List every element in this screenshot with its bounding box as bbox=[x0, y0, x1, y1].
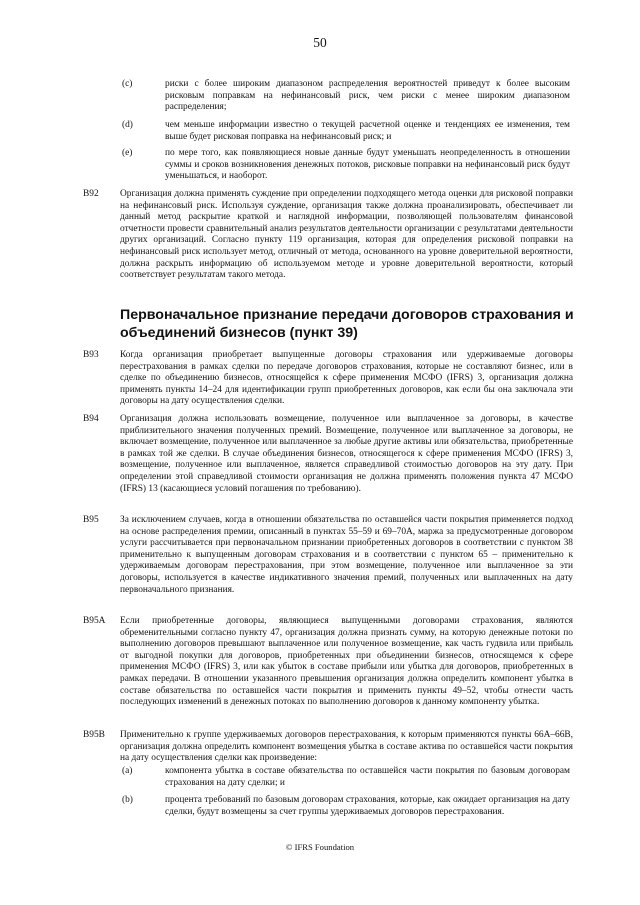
list-text: по мере того, как появляющиеся новые данные будут уменьшать неопределенность в отношении суммы и сроков возникновения денежных потоков, рисковые поправки на нефинансовый риск будут уменьшаться, и наоборот. bbox=[165, 148, 570, 182]
paragraph-text: Когда организация приобретает выпущенные договоры страхования или удерживаемые договоры перестрахования в рамках сделки по передаче договоров страхования, которые не составляют бизнес, или в сделке по объединению бизнесов, относящейся к сфере применения МСФО (IFRS) 3, организация должна применять пункты 14–24 для идентификации групп приобретенных договоров, как если бы она заключала эти договоры на дату осуществления сделки. bbox=[120, 350, 573, 407]
page-footer: © IFRS Foundation bbox=[285, 842, 355, 852]
paragraph-text: Если приобретенные договоры, являющиеся выпущенными договорами страхования, являются обременительными согласно пункту 47, организация должна признать сумму, на которую денежные потоки по выполнению договоров превышают выплаченное или полученное возмещение, как часть гудвила или прибыль от выгодной покупки для договоров, приобретенных при объединении бизнесов, относящемся к сфере применения МСФО (IFRS) 3, или как убыток в составе прибыли или убытка для договоров, приобретенных в рамках передачи. В отношении указанного превышения организация должна определить компонент убытка в составе обязательства по оставшейся части покрытия и применить пункты 49–52, чтобы отнести часть последующих изменений в денежных потоках по выполнению договоров к данному компоненту убытка. bbox=[120, 616, 573, 708]
paragraph-number: B95B bbox=[83, 730, 105, 740]
paragraph-text: Организация должна применять суждение при определении подходящего метода оценки для рисковой поправки на нефинансовый риск. Используя суждение, организация также должна проанализировать, обеспечивает ли данный метод раскрытие краткой и наглядной информации, позволяющей пользователям финансовой отчетности провести сравнительный анализ результатов деятельности организации с результатами деятельности других организаций. Согласно пункту 119 организация, которая для определения рисковой поправки на нефинансовый риск использует метод, отличный от метода, основанного на уровне доверительной вероятности, должна раскрыть информацию об используемом методе и уровне доверительной вероятности, который соответствует результатам такого метода. bbox=[120, 189, 573, 281]
paragraph-text: Применительно к группе удерживаемых договоров перестрахования, к которым применяются пункты 66A–66B, организация должна определить компонент возмещения убытка в составе актива по оставшейся части покрытия на дату осуществления сделки как произведение: bbox=[120, 730, 573, 764]
paragraph-number: B95 bbox=[83, 515, 99, 525]
list-label: (c) bbox=[122, 79, 133, 89]
list-text: чем меньше информации известно о текущей расчетной оценке и тенденциях ее изменения, тем выше будет рисковая поправка на нефинансовый риск; и bbox=[165, 120, 570, 142]
page-number: 50 bbox=[313, 35, 327, 50]
list-label: (a) bbox=[122, 766, 133, 776]
list-label: (b) bbox=[122, 795, 133, 805]
paragraph-text: За исключением случаев, когда в отношении обязательства по оставшейся части покрытия применяется подход на основе распределения премии, описанный в пунктах 55–59 и 69–70A, маржа за предусмотренные договором услуги рассчитывается при первоначальном признании приобретенных договоров в соответствии с пунктом 38 применительно к выпущенным договорам страхования и в соответствии с пунктом 65 – применительно к удерживаемым договорам перестрахования, при этом возмещение, полученное или выплаченное за эти договоры, используется в качестве индикативного значения премий, полученных или выплаченных на дату первоначального признания. bbox=[120, 515, 573, 595]
section-heading: Первоначальное признание передачи договоров страхования и объединений бизнесов (пункт 39) bbox=[120, 307, 574, 341]
list-label: (d) bbox=[122, 120, 133, 130]
paragraph-number: B92 bbox=[83, 189, 99, 199]
list-text: риски с более широким диапазоном распределения вероятностей приведут к более высоким рисковым поправкам на нефинансовый риск, чем риски с менее широким диапазоном распределения; bbox=[165, 79, 570, 113]
paragraph-number: B95A bbox=[83, 616, 106, 626]
paragraph-number: B93 bbox=[83, 350, 99, 360]
list-label: (e) bbox=[122, 148, 133, 158]
paragraph-number: B94 bbox=[83, 414, 99, 424]
paragraph-text: Организация должна использовать возмещение, полученное или выплаченное за договоры, в качестве приблизительного значения полученных премий. Возмещение, полученное или выплаченное за договоры, не включает возмещение, полученное или выплаченное за любые другие активы или обязательства, приобретенные в рамках той же сделки. В случае объединения бизнесов, относящегося к сфере применения МСФО (IFRS) 3, возмещение, полученное или выплаченное, является справедливой стоимостью договоров на эту дату. При определении этой справедливой стоимости организация не должна применять положения пункта 47 МСФО (IFRS) 13 (касающиеся условий погашения по требованию). bbox=[120, 414, 573, 494]
list-text: компонента убытка в составе обязательства по оставшейся части покрытия по базовым договорам страхования на дату сделки; и bbox=[165, 766, 570, 788]
list-text: процента требований по базовым договорам страхования, которые, как ожидает организация на дату сделки, будут возмещены за счет группы удерживаемых договоров перестрахования. bbox=[165, 795, 570, 817]
